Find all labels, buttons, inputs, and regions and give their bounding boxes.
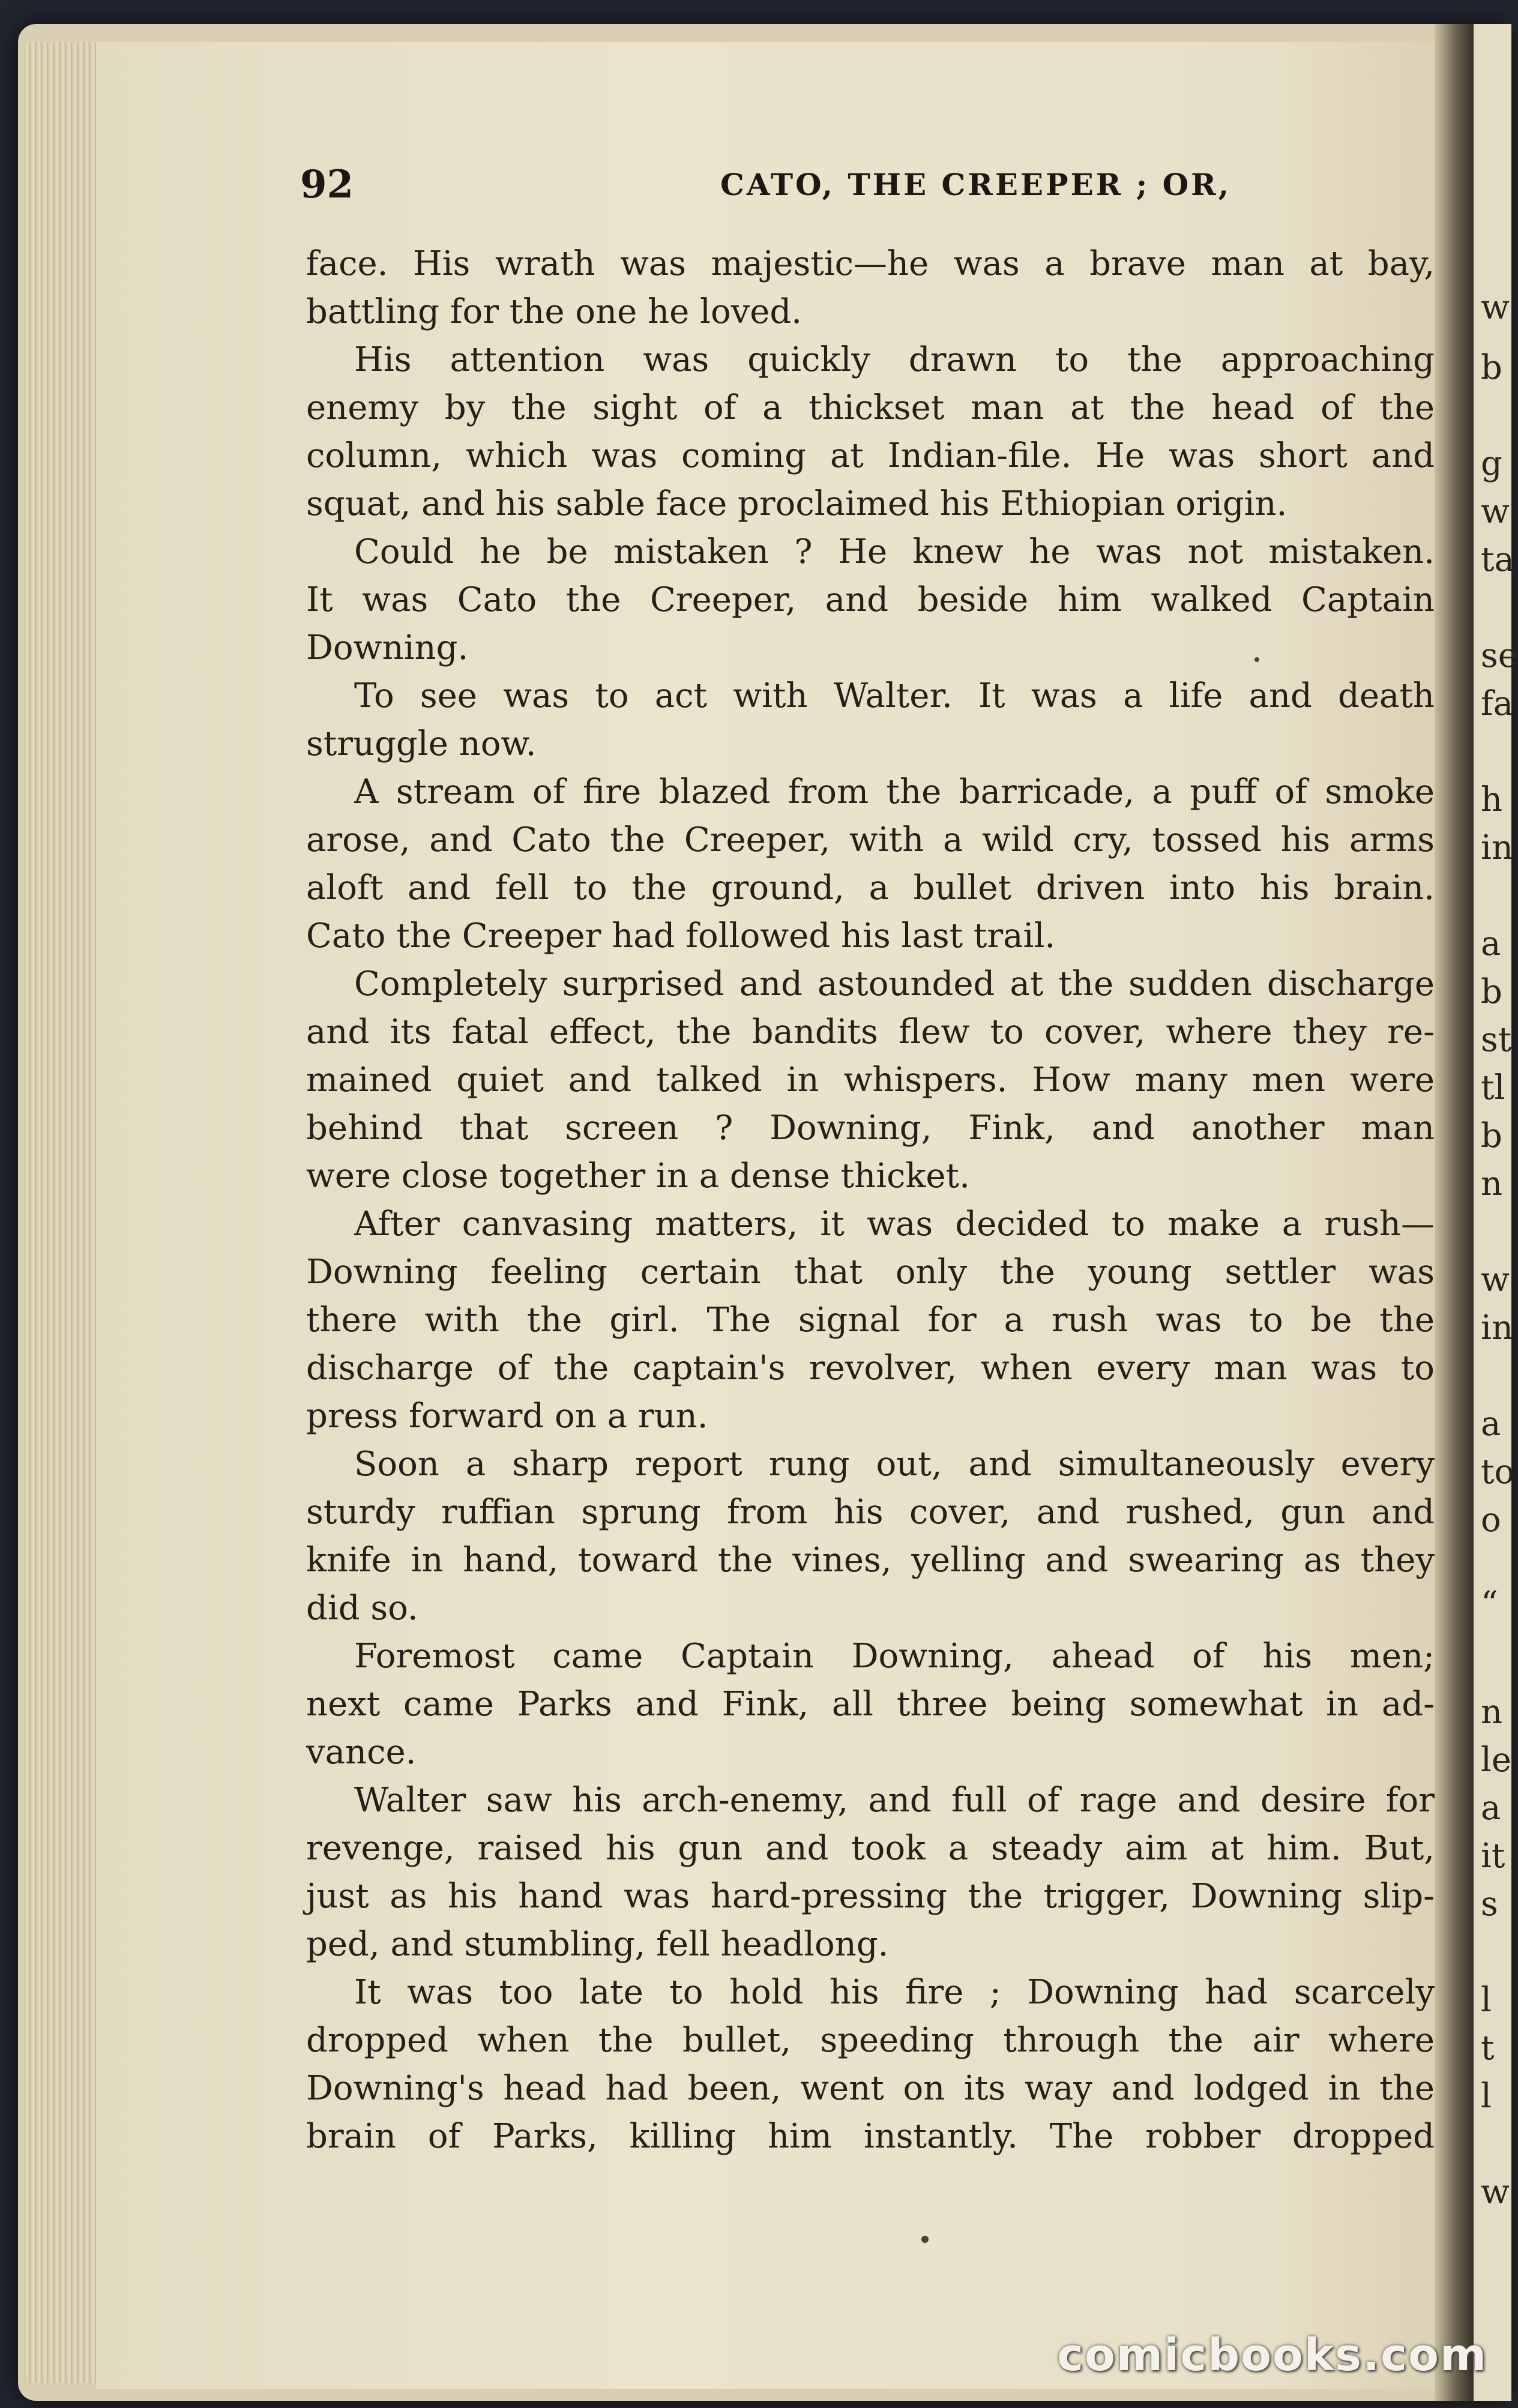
next-page-fragment: w xyxy=(1481,492,1510,531)
next-page-fragment: “ xyxy=(1481,1585,1498,1624)
next-page-fragment: l xyxy=(1481,2077,1492,2116)
next-page-fragment: it xyxy=(1481,1837,1505,1876)
text-line: Cato the Creeper had followed his last trail. xyxy=(306,917,1056,956)
next-page-fragment: to xyxy=(1481,1452,1515,1491)
text-line: enemy by the sight of a thickset man at the head of the xyxy=(306,388,1435,427)
page-header xyxy=(300,156,1489,222)
next-page-fragment: n xyxy=(1481,1164,1503,1203)
text-line: there with the girl. The signal for a rush was to be the xyxy=(306,1301,1435,1340)
ink-speck xyxy=(1254,657,1259,662)
text-line: discharge of the captain's revolver, when every man was to xyxy=(306,1349,1435,1388)
next-page-fragment: le xyxy=(1481,1741,1512,1780)
text-line: dropped when the bullet, speeding through the air where xyxy=(306,2021,1435,2060)
text-line: Downing feeling certain that only the young settler was xyxy=(306,1253,1435,1292)
text-line: Could he be mistaken ? He knew he was not mistaken. xyxy=(354,532,1435,571)
text-line: Downing's head had been, went on its way and lodged in the xyxy=(306,2069,1435,2108)
watermark-text: comicbooks.com xyxy=(1057,2329,1487,2381)
next-page-fragment: tl xyxy=(1481,1068,1505,1107)
next-page-fragment: b xyxy=(1481,972,1502,1011)
next-page-fragment: a xyxy=(1481,1404,1501,1443)
next-page-fragment: se xyxy=(1481,636,1518,675)
text-line: press forward on a run. xyxy=(306,1397,708,1436)
next-page-fragment: in xyxy=(1481,1308,1513,1347)
next-page-fragment: s xyxy=(1481,1885,1498,1924)
next-page-fragment: o xyxy=(1481,1500,1501,1540)
text-line: sturdy ruffian sprung from his cover, and rushed, gun and xyxy=(306,1493,1435,1532)
next-page-fragment: a xyxy=(1481,924,1501,963)
next-page-fragment: in xyxy=(1481,828,1513,867)
text-line: ped, and stumbling, fell headlong. xyxy=(306,1925,889,1964)
next-page-fragment: h xyxy=(1481,780,1503,819)
text-line: Downing. xyxy=(306,628,469,667)
next-page-fragment: t xyxy=(1481,2029,1495,2068)
text-line: battling for the one he loved. xyxy=(306,292,803,331)
next-page-fragment: n xyxy=(1481,1693,1503,1732)
text-line: just as his hand was hard-pressing the trigger, Downing slip- xyxy=(306,1877,1435,1916)
text-line: revenge, raised his gun and took a steady aim at him. But, xyxy=(306,1829,1435,1868)
page-edge xyxy=(24,42,96,2383)
text-line: Foremost came Captain Downing, ahead of his men; xyxy=(354,1637,1435,1676)
text-line: column, which was coming at Indian-file. He was short and xyxy=(306,436,1435,475)
text-line: brain of Parks, killing him instantly. The robber dropped xyxy=(306,2117,1435,2156)
next-page-fragment: fa xyxy=(1481,684,1514,723)
right-page-edge xyxy=(1474,24,1518,2401)
text-line: Soon a sharp report rung out, and simultaneously every xyxy=(354,1445,1435,1484)
text-line: were close together in a dense thicket. xyxy=(306,1157,970,1196)
text-line: aloft and fell to the ground, a bullet driven into his brain. xyxy=(306,868,1435,908)
next-page-fragment: w xyxy=(1481,2173,1510,2212)
text-line: next came Parks and Fink, all three being somewhat in ad- xyxy=(306,1685,1435,1724)
book-gutter xyxy=(1435,24,1477,2401)
text-line: Walter saw his arch-enemy, and full of rage and desire for xyxy=(354,1781,1435,1820)
text-line: To see was to act with Walter. It was a life and death xyxy=(354,676,1435,715)
text-line: vance. xyxy=(306,1733,417,1772)
body-text xyxy=(306,240,1435,2161)
text-line: It was too late to hold his fire ; Downing had scarcely xyxy=(354,1973,1435,2012)
text-line: It was Cato the Creeper, and beside him walked Captain xyxy=(306,580,1435,619)
text-line: After canvasing matters, it was decided to make a rush— xyxy=(354,1205,1435,1244)
text-line: mained quiet and talked in whispers. How many men were xyxy=(306,1061,1435,1100)
text-line: arose, and Cato the Creeper, with a wild cry, tossed his arms xyxy=(306,820,1435,859)
text-line: struggle now. xyxy=(306,724,537,763)
text-line: knife in hand, toward the vines, yelling and swearing as they xyxy=(306,1541,1435,1580)
next-page-fragment: b xyxy=(1481,1116,1502,1155)
text-line: A stream of fire blazed from the barricade, a puff of smoke xyxy=(354,772,1435,811)
next-page-fragment: b xyxy=(1481,348,1502,387)
text-line: Completely surprised and astounded at the sudden discharge xyxy=(354,965,1435,1004)
next-page-fragment: w xyxy=(1481,1260,1510,1299)
next-page-fragment: l xyxy=(1481,1981,1492,2020)
page-number: 92 xyxy=(300,162,354,207)
text-line: face. His wrath was majestic—he was a brave man at bay, xyxy=(306,244,1435,283)
text-line: His attention was quickly drawn to the approaching xyxy=(354,340,1435,379)
text-line: did so. xyxy=(306,1589,418,1628)
running-head: CATO, THE CREEPER ; OR, xyxy=(720,167,1232,202)
next-page-fragment: w xyxy=(1481,288,1510,327)
text-line: squat, and his sable face proclaimed his Ethiopian origin. xyxy=(306,484,1288,523)
next-page-fragment: ta xyxy=(1481,540,1514,579)
next-page-fragment: g xyxy=(1481,444,1502,483)
ink-speck xyxy=(921,2236,929,2243)
next-page-fragment: a xyxy=(1481,1789,1501,1828)
next-page-fragment: st xyxy=(1481,1020,1512,1059)
text-line: and its fatal effect, the bandits flew to cover, where they re- xyxy=(306,1013,1435,1052)
text-line: behind that screen ? Downing, Fink, and another man xyxy=(306,1109,1435,1148)
